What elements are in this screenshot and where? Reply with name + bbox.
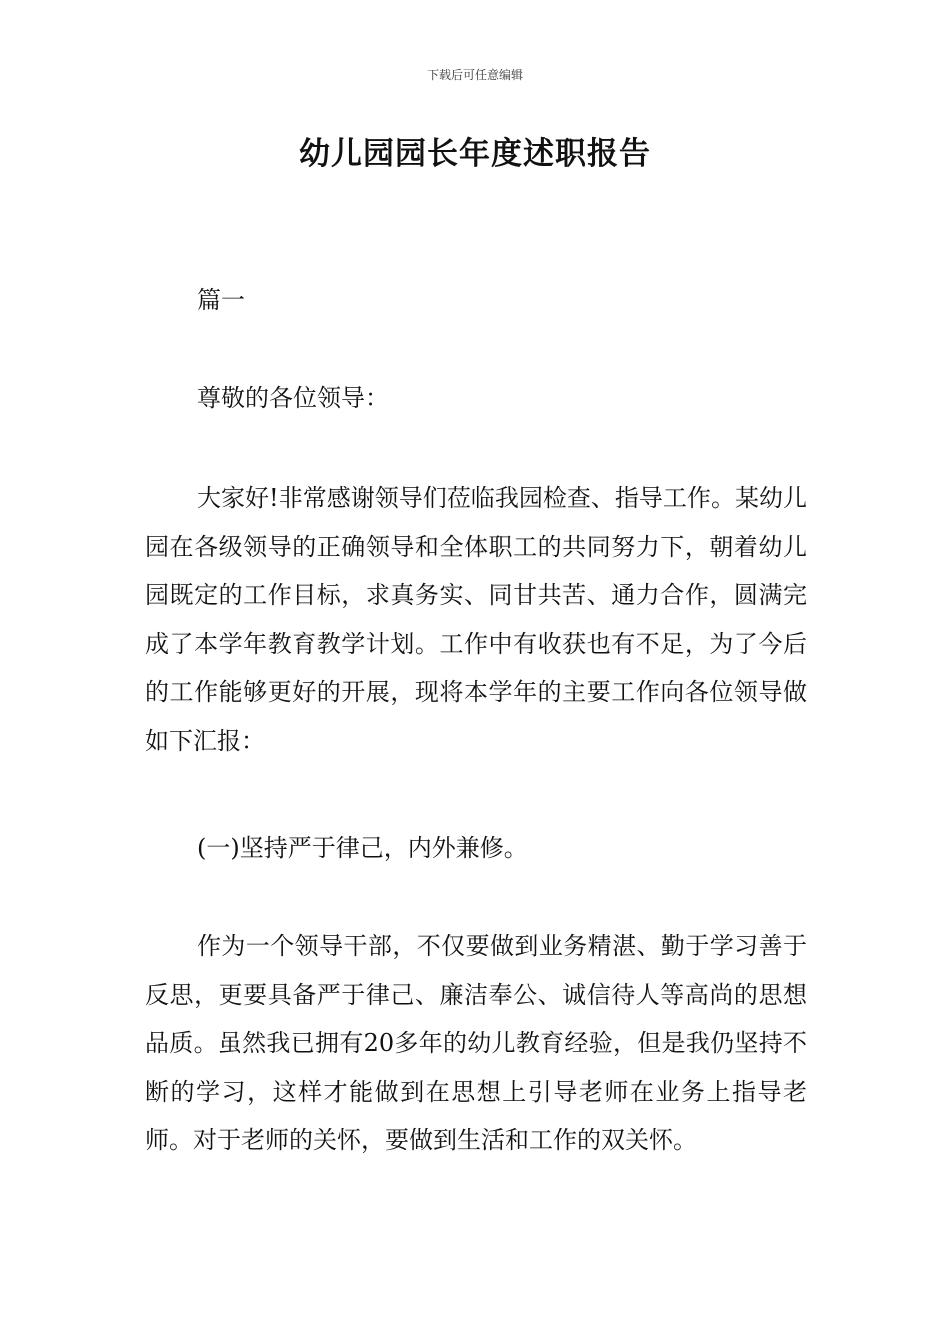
section-label: 篇一: [197, 286, 245, 314]
intro-paragraph: 大家好!非常感谢领导们莅临我园检查、指导工作。某幼儿园在各级领导的正确领导和全体职工的共同努力下，朝着幼儿园既定的工作目标，求真务实、同甘共苦、通力合作，圆满完成了本学年教育教学计划。工作中有收获也有不足，为了今后的工作能够更好的开展，现将本学年的主要工作向各位领导做如下汇报：: [145, 484, 807, 755]
salutation: 尊敬的各位领导：: [197, 384, 389, 412]
document-title: 幼儿园园长年度述职报告: [299, 136, 651, 172]
body-paragraph: 作为一个领导干部，不仅要做到业务精湛、勤于学习善于反思，更要具备严于律己、廉洁奉公、诚信待人等高尚的思想品质。虽然我已拥有20多年的幼儿教育经验，但是我仍坚持不断的学习，这样才能做到在思想上引导老师在业务上指导老师。对于老师的关怀，要做到生活和工作的双关怀。: [145, 932, 807, 1154]
header-note: 下载后可任意编辑: [426, 68, 523, 82]
section-heading: (一)坚持严于律己，内外兼修。: [197, 834, 528, 862]
